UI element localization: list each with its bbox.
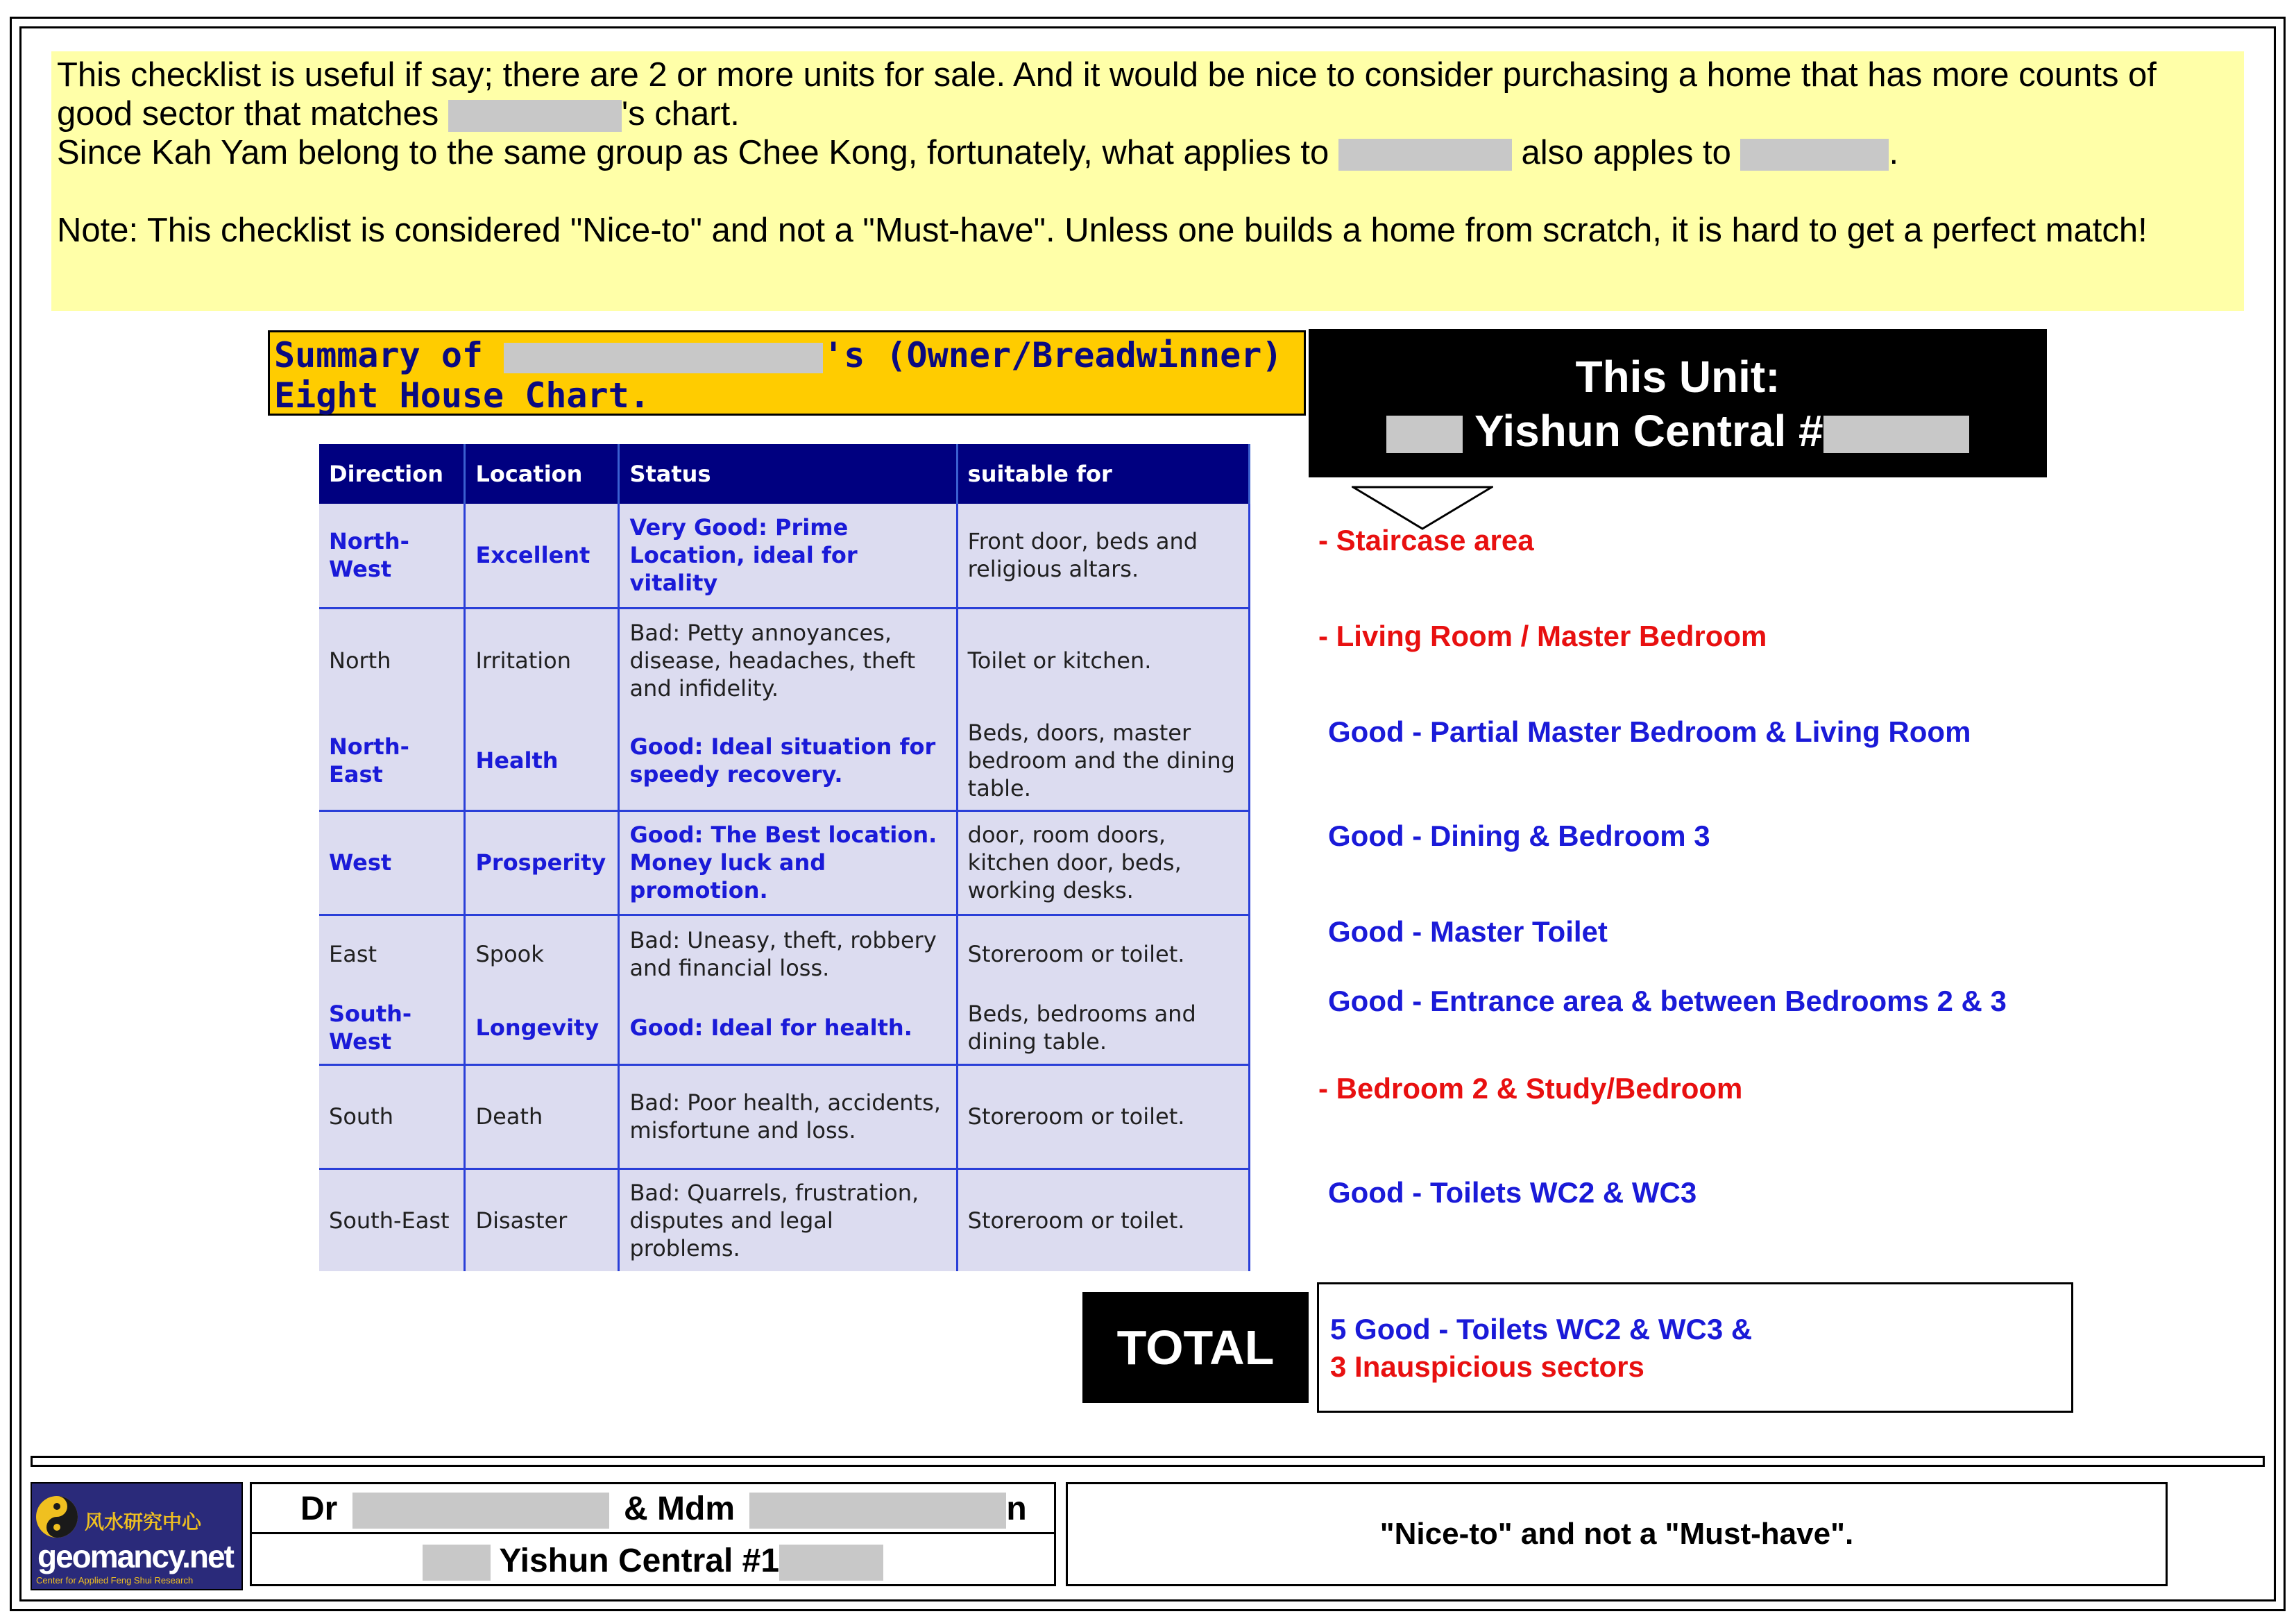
note-line-2 [57,94,2238,133]
summary-title [268,330,1306,416]
table-row [319,992,1250,1064]
checklist-note [51,51,2244,311]
sector-north: - Living Room / Master Bedroom [1318,620,1767,652]
cell-suitable: Storeroom or toilet. [957,1169,1249,1271]
cell-location: Prosperity [465,810,619,915]
sector-east: Good - Master Toilet [1328,915,1608,948]
col-header-location: Location [465,444,619,504]
sector-southwest: Good - Entrance area & between Bedrooms 2 & 3 [1328,985,2007,1017]
cell-direction: North-East [319,712,465,810]
redacted-name [448,100,622,132]
cell-status: Bad: Quarrels, frustration, disputes and legal problems. [619,1169,957,1271]
cell-location: Irritation [465,608,619,712]
summary-title-a: Summary of [274,335,504,375]
owner-box [250,1482,1056,1586]
summary-title-b: 's (Owner/Breadwinner) [823,335,1283,375]
total-bad: 3 Inauspicious sectors [1330,1350,1644,1383]
owner-address-tail: 1 [760,1543,780,1579]
sector-northwest: - Staircase area [1318,524,1534,556]
footer-divider [31,1456,2265,1467]
cell-direction: West [319,810,465,915]
cell-direction: South [319,1064,465,1169]
cell-status: Good: Ideal situation for speedy recovery. [619,712,957,810]
eight-house-table [319,444,1250,1271]
cell-suitable: Storeroom or toilet. [957,1064,1249,1169]
cell-status: Good: The Best location. Money luck and promotion. [619,810,957,915]
note-spacer [57,172,2238,211]
owner-dr: Dr [300,1490,338,1527]
table-row [319,1169,1250,1271]
cell-location: Death [465,1064,619,1169]
note-line-4: Note: This checklist is considered "Nice-to" and not a "Must-have". Unless one builds a home from scratch, it is hard to get a perfect match! [57,212,2148,249]
note-line-2a: good sector that matches [57,95,448,133]
table-row [319,608,1250,712]
redacted-name [352,1493,609,1529]
cell-suitable: Beds, bedrooms and dining table. [957,992,1249,1064]
redacted-block [1386,416,1463,453]
total-label: TOTAL [1082,1292,1309,1403]
footer-note: "Nice-to" and not a "Must-have". [1066,1482,2168,1586]
redacted-block [423,1545,491,1581]
note-line-3a: Since Kah Yam belong to the same group as Chee Kong, fortunately, what applies to [57,134,1338,171]
unit-address [1309,404,2047,458]
total-good: 5 Good - Toilets WC2 & WC3 & [1330,1313,1753,1345]
cell-status: Very Good: Prime Location, ideal for vitality [619,504,957,608]
note-line-1: This checklist is useful if say; there are 2 or more units for sale. And it would be nice to consider purchasing a home that has more counts of [57,56,2157,94]
cell-suitable: Beds, doors, master bedroom and the dining table. [957,712,1249,810]
col-header-direction: Direction [319,444,465,504]
cell-location: Disaster [465,1169,619,1271]
total-box [1317,1282,2073,1413]
cell-suitable: Toilet or kitchen. [957,608,1249,712]
cell-direction: South-East [319,1169,465,1271]
note-line-3b: also apples to [1511,134,1741,171]
sector-northeast: Good - Partial Master Bedroom & Living Room [1328,715,1971,748]
owner-mdm: & Mdm [624,1490,735,1527]
redacted-name [1338,139,1512,171]
owner-address [252,1536,1054,1586]
redacted-unit [779,1545,883,1581]
col-header-status: Status [619,444,957,504]
summary-line-2: Eight House Chart. [274,375,650,416]
summary-line-1 [274,335,1300,375]
table-row [319,712,1250,810]
cell-direction: East [319,915,465,992]
table-row [319,1064,1250,1169]
cell-suitable: Storeroom or toilet. [957,915,1249,992]
table-row [319,915,1250,992]
sector-west: Good - Dining & Bedroom 3 [1328,819,1710,852]
geomancy-logo [31,1482,243,1590]
cell-location: Longevity [465,992,619,1064]
cell-status: Bad: Poor health, accidents, misfortune and loss. [619,1064,957,1169]
note-line-2b: 's chart. [621,95,740,133]
cell-status: Good: Ideal for health. [619,992,957,1064]
table-row [319,810,1250,915]
unit-address-text: Yishun Central # [1474,406,1823,456]
owner-names [252,1484,1054,1534]
logo-subtitle: Center for Applied Feng Shui Research [36,1575,194,1586]
cell-status: Bad: Uneasy, theft, robbery and financial loss. [619,915,957,992]
note-line-3 [57,133,2238,172]
owner-tail: n [1006,1490,1027,1527]
logo-name: geomancy.net [37,1538,233,1574]
col-header-suitable: suitable for [957,444,1249,504]
cell-direction: South-West [319,992,465,1064]
cell-location: Health [465,712,619,810]
table-row [319,504,1250,608]
cell-location: Spook [465,915,619,992]
sector-southeast: Good - Toilets WC2 & WC3 [1328,1176,1697,1209]
logo-chinese: 风水研究中心 [85,1511,202,1533]
redacted-name [1740,139,1889,171]
sector-south: - Bedroom 2 & Study/Bedroom [1318,1072,1743,1105]
owner-address-text: Yishun Central # [499,1543,761,1579]
cell-direction: North [319,608,465,712]
note-line-3c: . [1889,134,1899,171]
cell-status: Bad: Petty annoyances, disease, headaches, theft and infidelity. [619,608,957,712]
cell-suitable: door, room doors, kitchen door, beds, working desks. [957,810,1249,915]
cell-suitable: Front door, beds and religious altars. [957,504,1249,608]
cell-location: Excellent [465,504,619,608]
redacted-name [749,1493,1006,1529]
redacted-name [504,343,823,373]
cell-direction: North-West [319,504,465,608]
table-header-row [319,444,1250,504]
unit-box [1309,329,2047,477]
unit-title: This Unit: [1575,352,1780,402]
redacted-unit [1823,416,1969,453]
